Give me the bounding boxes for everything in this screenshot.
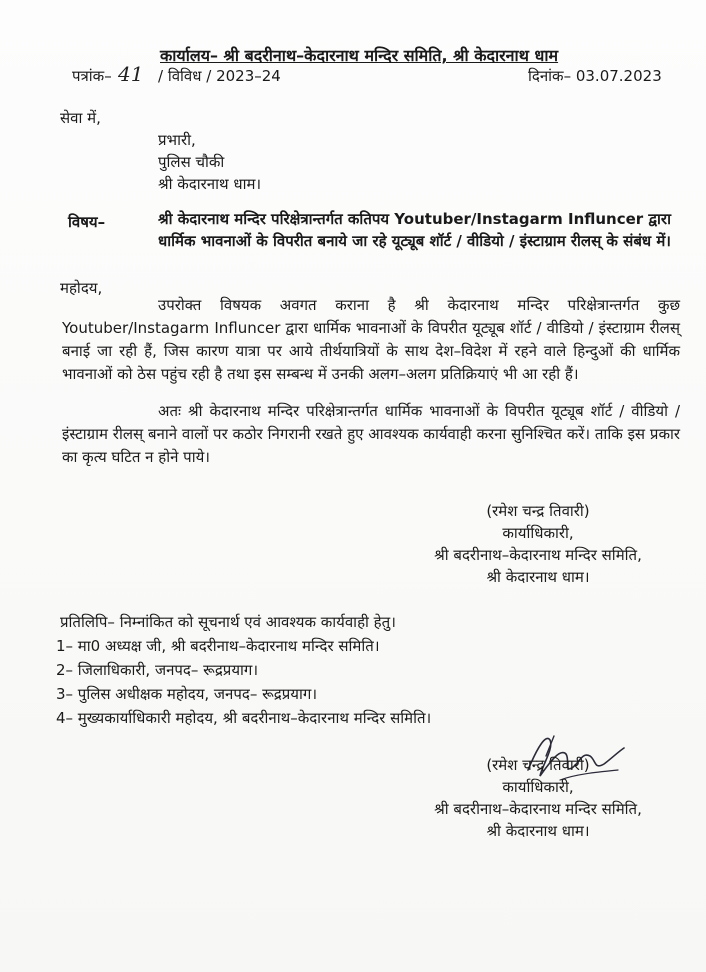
- signatory-organization: श्री बदरीनाथ–केदारनाथ मन्दिर समिति,: [434, 546, 642, 564]
- recipient-line-2: पुलिस चौकी: [158, 153, 225, 171]
- signatory-organization: श्री बदरीनाथ–केदारनाथ मन्दिर समिति,: [434, 800, 642, 818]
- greeting: महोदय,: [60, 279, 103, 297]
- body-paragraph-1-text: उपरोक्त विषयक अवगत कराना है श्री केदारनाथ मन्दिर परिक्षेत्रान्तर्गत कुछ Youtuber/Instagarm Influncer द्वारा धार्मिक भावनाओं के विपरीत यूट्यूब शॉर्ट / वीडियो / इंस्टाग्राम रीलस् बनाई जा रही हैं, जिस कारण यात्रा पर आये तीर्थयात्रियों के साथ देश–विदेश में रहने वाले हिन्दुओं की धार्मिक भावनाओं को ठेस पहुंच रही है तथा इस सम्बन्ध में उनकी अलग–अलग प्रतिक्रियाएं भी आ रही हैं।: [62, 296, 680, 383]
- signatory-place: श्री केदारनाथ धाम।: [486, 822, 590, 840]
- copy-item: 4– मुख्यकार्याधिकारी महोदय, श्री बदरीनाथ–केदारनाथ मन्दिर समिति।: [56, 709, 432, 727]
- signature-block-1: [398, 500, 678, 588]
- subject-label: विषय–: [68, 213, 106, 231]
- reference-suffix: / विविध / 2023–24: [158, 67, 281, 85]
- office-header: कार्यालय– श्री बदरीनाथ–केदारनाथ मन्दिर समिति, श्री केदारनाथ धाम: [160, 46, 559, 65]
- signatory-name: (रमेश चन्द्र तिवारी): [486, 756, 590, 774]
- recipient-salutation: सेवा में,: [60, 109, 101, 127]
- subject-text: श्री केदारनाथ मन्दिर परिक्षेत्रान्तर्गत कतिपय Youtuber/Instagarm Influncer द्वारा धार्मिक भावनाओं के विपरीत बनाये जा रहे यूट्यूब शॉर्ट / वीडियो / इंस्टाग्राम रीलस् के संबंध में।: [158, 210, 671, 250]
- recipient-line-1: प्रभारी,: [158, 131, 196, 149]
- signatory-designation: कार्याधिकारी,: [502, 524, 574, 542]
- signature-block-2: [398, 754, 678, 842]
- signatory-designation: कार्याधिकारी,: [502, 778, 574, 796]
- signatory-place: श्री केदारनाथ धाम।: [486, 568, 590, 586]
- copy-item: 1– मा0 अध्यक्ष जी, श्री बदरीनाथ–केदारनाथ मन्दिर समिति।: [56, 637, 380, 655]
- body-paragraph-2: [62, 400, 680, 469]
- signatory-name: (रमेश चन्द्र तिवारी): [486, 502, 590, 520]
- copy-to-intro: प्रतिलिपि– निम्नांकित को सूचनार्थ एवं आवश्यक कार्यवाही हेतु।: [60, 613, 396, 631]
- letter-date: दिनांक– 03.07.2023: [528, 67, 662, 85]
- reference-label: पत्रांक–: [72, 67, 112, 85]
- recipient-line-3: श्री केदारनाथ धाम।: [158, 175, 262, 193]
- body-paragraph-2-text: अतः श्री केदारनाथ मन्दिर परिक्षेत्रान्तर्गत धार्मिक भावनाओं के विपरीत यूट्यूब शॉर्ट / वीडियो / इंस्टाग्राम रीलस् बनाने वालों पर कठोर निगरानी रखते हुए आवश्यक कार्यवाही करना सुनिश्चित करें। ताकि इस प्रकार का कृत्य घटित न होने पाये।: [62, 402, 680, 466]
- copy-item: 2– जिलाधिकारी, जनपद– रूद्रप्रयाग।: [56, 661, 259, 679]
- reference-number-handwritten: 41: [118, 62, 144, 86]
- copy-item: 3– पुलिस अधीक्षक महोदय, जनपद– रूद्रप्रयाग।: [56, 685, 318, 703]
- body-paragraph-1: [62, 294, 680, 386]
